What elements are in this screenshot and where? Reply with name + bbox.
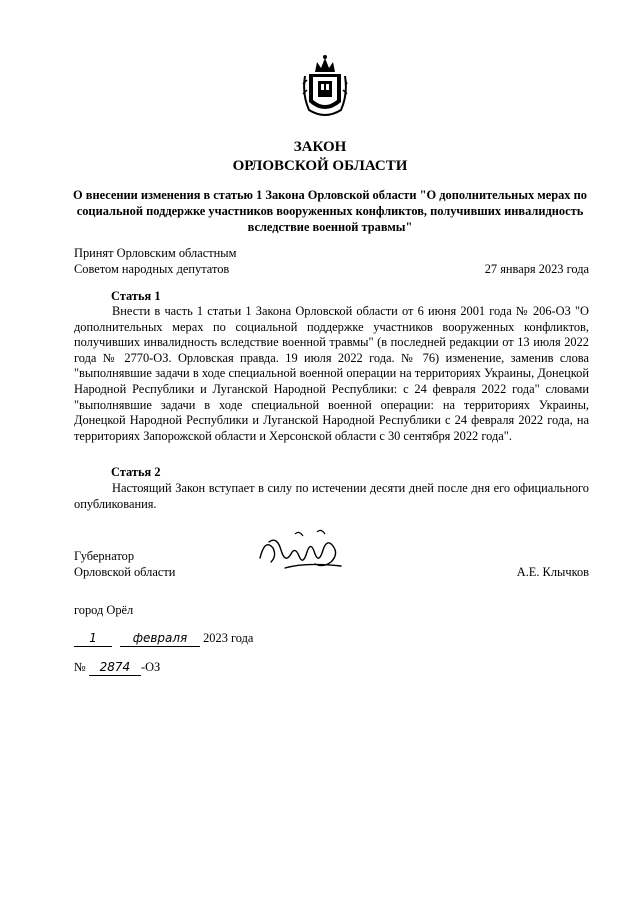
law-subtitle: О внесении изменения в статью 1 Закона Орловской области "О дополнительных мерах по социальной поддержке участников вооруженных конфликтов, получивших инвалидность вследствие военной травмы"	[73, 188, 587, 234]
article-2-text: Настоящий Закон вступает в силу по истечении десяти дней после дня его официального опубликования.	[74, 481, 589, 511]
law-number	[74, 659, 160, 676]
signer-position-line-1: Губернатор	[74, 549, 135, 563]
law-region-title: ОРЛОВСКОЙ ОБЛАСТИ	[232, 158, 408, 174]
law-title: ЗАКОН	[293, 139, 347, 155]
adoption-line-1: Принят Орловским областным	[74, 246, 237, 260]
signer-name: А.Е. Клычков	[516, 565, 589, 579]
coat-of-arms-emblem	[301, 54, 349, 120]
signing-day: 1	[74, 630, 112, 647]
law-number-suffix: -ОЗ	[140, 660, 161, 674]
article-1-text: Внести в часть 1 статьи 1 Закона Орловской области от 6 июня 2001 года № 206-ОЗ "О дополнительных мерах по социальной поддержке участников вооруженных конфликтов, получивших инвалидность вследствие военной травмы" (в последней редакции от 13 июля 2022 года № 2770-ОЗ. Орловская правда. 19 июля 2022 года. № 76) изменение, заменив слова "выполнявшие задачи в ходе специальной военной операции на территориях Украины, Донецкой Народной Республики и Луганской Народной Республики: с 24 февраля 2022 года" словами "выполнявшие задачи в ходе специальной военной операции: на территориях Украины, Донецкой Народной Республики и Луганской Народной Республики с 24 февраля 2022 года, на территориях Запорожской области и Херсонской области с 30 сентября 2022 года".	[74, 304, 589, 443]
signing-year: 2023 года	[203, 631, 254, 645]
law-number-value: 2874	[89, 659, 141, 676]
article-1-heading: Статья 1	[111, 289, 161, 303]
article-2-heading: Статья 2	[111, 465, 161, 479]
signer-position-line-2: Орловской области	[74, 565, 176, 579]
adoption-date: 27 января 2023 года	[484, 262, 589, 276]
handwritten-signature	[255, 528, 345, 578]
city: город Орёл	[74, 603, 134, 617]
signing-month: февраля	[120, 630, 200, 647]
signing-date	[74, 630, 253, 647]
number-sign: №	[74, 660, 86, 674]
adoption-line-2: Советом народных депутатов	[74, 262, 230, 276]
